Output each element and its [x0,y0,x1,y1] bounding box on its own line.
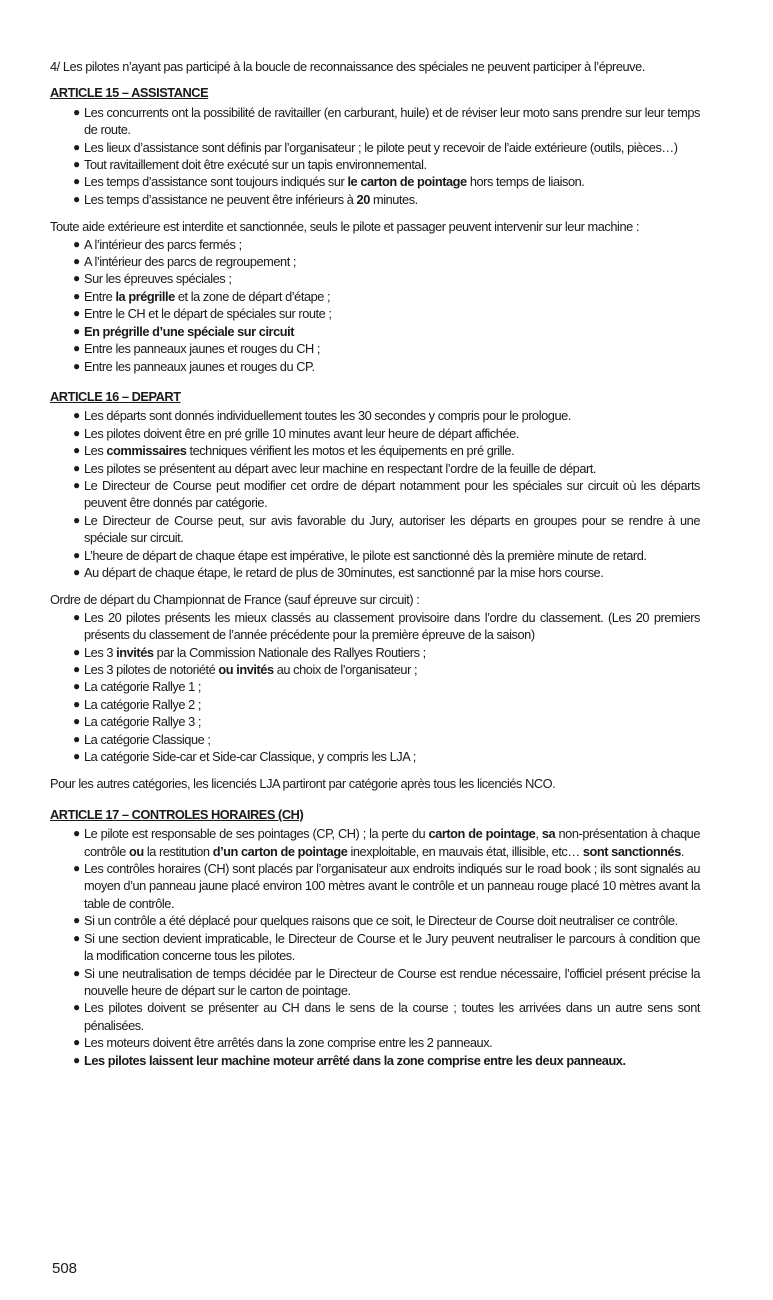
list-item [73,442,700,459]
article-17 [50,806,700,1069]
text-run: Sur les épreuves spéciales ; [84,271,232,287]
list-item [73,477,700,512]
text-run: sa [541,826,556,842]
bullet-icon: ● [73,306,80,321]
intro-paragraph: 4/ Les pilotes n’ayant pas participé à la boucle de reconnaissance des spéciales ne peuvent participer à l’épreuve. [50,59,645,74]
list-item [73,1034,700,1051]
text-run: Les contrôles horaires (CH) sont placés par l’organisateur aux endroits indiqués sur le road book ; ils sont signalés au moyen d’un panneau jaune placé environ 100 mètres avant le contrôle et un panneau rouge placé 10 mètres avant la table de contrôle. [84,861,700,911]
list-item [73,288,700,305]
text-run: d’un carton de pointage [212,843,348,859]
list-item [73,253,700,270]
bullet-icon: ● [73,679,80,694]
article-17-title: ARTICLE 17 – CONTROLES HORAIRES (CH) [50,806,304,822]
text-run: Les pilotes se présentent au départ avec leur machine en respectant l’ordre de la feuille de départ. [84,460,597,476]
bullet-icon: ● [73,271,80,286]
bullet-icon: ● [73,288,80,303]
list-item [73,731,700,748]
list-item [73,358,700,375]
text-run: Les 20 pilotes présents les mieux classés au classement provisoire dans l’ordre du classement. (Les 20 premiers présents du classement de l’année précédente pour la première épreuve de la saison) [84,609,700,643]
document-page [50,58,700,1069]
text-run: le carton de pointage [347,174,467,190]
bullet-icon: ● [73,157,80,172]
bullet-icon: ● [73,930,80,945]
list-item [73,191,700,208]
text-run: inexploitable, en mauvais état, illisible, etc… [347,843,583,859]
bullet-icon: ● [73,1052,80,1067]
bullet-icon: ● [73,749,80,764]
text-run: carton de pointage [428,826,536,842]
article-17-list [50,825,700,1069]
text-run: L’heure de départ de chaque étape est impérative, le pilote est sanctionné dès la première minute de retard. [84,547,647,563]
bullet-icon: ● [73,1035,80,1050]
text-run: La catégorie Rallye 3 ; [84,714,201,730]
list-item [73,825,700,860]
text-run: commissaires [106,443,187,459]
text-run: La catégorie Side-car et Side-car Classique, y compris les LJA ; [84,749,416,765]
bullet-icon: ● [73,460,80,475]
list-item [73,305,700,322]
text-run: hors temps de liaison. [466,174,585,190]
text-run: A l’intérieur des parcs fermés ; [84,236,242,252]
text-run: , [535,826,542,842]
article-15-title: ARTICLE 15 – ASSISTANCE [50,85,209,101]
text-run: Les départs sont donnés individuellement toutes les 30 secondes y compris pour le prologue. [84,408,571,424]
text-run: par la Commission Nationale des Rallyes Routiers ; [153,644,426,660]
text-run: Si une neutralisation de temps décidée par le Directeur de Course est rendue nécessaire, l’officiel présent précise la nouvelle heure de départ sur le carton de pointage. [84,965,700,998]
text-run: Le Directeur de Course peut, sur avis favorable du Jury, autoriser les départs en groupes pour se rendre à une spéciale sur circuit. [84,512,700,546]
article-16-paragraph-2: Pour les autres catégories, les licenciés LJA partiront par catégorie après tous les licenciés NCO. [50,776,556,792]
text-run: Les moteurs doivent être arrêtés dans la zone comprise entre les 2 panneaux. [84,1035,493,1051]
list-item [73,512,700,547]
list-item [73,609,700,644]
list-item [73,661,700,678]
list-item [73,999,700,1034]
list-item [73,1052,700,1069]
text-run: la prégrille [115,288,175,304]
list-item [73,323,700,340]
bullet-icon: ● [73,644,80,659]
text-run: Les temps d’assistance ne peuvent être inférieurs à [84,191,357,207]
article-15-paragraph: Toute aide extérieure est interdite et sanctionnée, seuls le pilote et passager peuvent intervenir sur leur machine : [50,219,639,235]
list-item [73,912,700,929]
list-item [73,425,700,442]
list-item [73,644,700,661]
bullet-icon: ● [73,174,80,189]
list-item [73,173,700,190]
article-16 [50,388,700,793]
text-run: techniques vérifient les motos et les équipements en pré grille. [186,443,515,459]
text-run: La catégorie Rallye 2 ; [84,696,201,712]
article-15 [50,84,700,375]
text-run: Entre le CH et le départ de spéciales sur route ; [84,306,332,322]
bullet-icon: ● [73,408,80,423]
list-item [73,460,700,477]
list-item [73,965,700,1000]
text-run: Les concurrents ont la possibilité de ravitailler (en carburant, huile) et de réviser leur moto sans prendre sur leur temps de route. [84,104,700,138]
text-run: ou [129,843,144,859]
text-run: Entre [84,288,116,304]
bullet-icon: ● [73,965,80,980]
text-run: A l’intérieur des parcs de regroupement ; [84,254,297,270]
article-16-paragraph: Ordre de départ du Championnat de France (sauf épreuve sur circuit) : [50,592,420,608]
bullet-icon: ● [73,477,80,492]
article-16-list [50,407,700,581]
text-run: invités [116,644,154,660]
bullet-icon: ● [73,662,80,676]
bullet-icon: ● [73,826,80,841]
text-run: Les pilotes laissent leur machine moteur arrêté dans la zone comprise entre les deux panneaux. [84,1052,626,1068]
page-number: 508 [52,1260,78,1277]
list-item [73,860,700,912]
text-run: Les pilotes doivent se présenter au CH dans le sens de la course ; toutes les arrivées dans un autre sens sont pénalisées. [84,1000,700,1033]
list-item [73,696,700,713]
bullet-icon: ● [73,564,80,579]
bullet-icon: ● [73,1000,80,1015]
text-run: Les 3 pilotes de notoriété [84,662,219,677]
bullet-icon: ● [73,714,80,729]
list-item [73,930,700,965]
text-run: 20 [356,191,370,207]
bullet-icon: ● [73,547,80,562]
text-run: Les [84,443,107,459]
list-item [73,270,700,287]
article-16-list-2 [50,609,700,766]
list-item [73,156,700,173]
bullet-icon: ● [73,861,80,876]
text-run: Entre les panneaux jaunes et rouges du CP. [84,358,315,374]
list-item [73,547,700,564]
bullet-icon: ● [73,236,80,251]
list-item [73,340,700,357]
text-run: sont sanctionnés [582,843,681,859]
article-15-list [50,104,700,208]
bullet-icon: ● [73,512,80,527]
text-run: minutes. [369,191,418,207]
list-item [73,713,700,730]
text-run: Les pilotes doivent être en pré grille 10 minutes avant leur heure de départ affichée. [84,425,519,441]
text-run: Entre les panneaux jaunes et rouges du CH ; [84,341,321,357]
text-run: Les 3 [84,644,117,660]
text-run: Le pilote est responsable de ses pointages (CP, CH) ; la perte du [84,826,429,842]
text-run: ou invités [218,662,274,677]
list-item [73,407,700,424]
bullet-icon: ● [73,731,80,746]
list-item [73,678,700,695]
text-run: La catégorie Classique ; [84,731,211,747]
text-run: et la zone de départ d’étape ; [174,288,331,304]
text-run: Les lieux d’assistance sont définis par l’organisateur ; le pilote peut y recevoir de l’aide extérieure (outils, pièces…) [84,139,678,155]
list-item [73,748,700,765]
text-run: Tout ravitaillement doit être exécuté sur un tapis environnemental. [84,157,427,173]
bullet-icon: ● [73,323,80,338]
bullet-icon: ● [73,358,80,373]
list-item [73,564,700,581]
bullet-icon: ● [73,139,80,154]
text-run: Le Directeur de Course peut modifier cet ordre de départ notamment pour les spéciales sur circuit où les départs peuvent être donnés par catégorie. [84,477,700,511]
text-run: au choix de l’organisateur ; [273,662,418,677]
list-item [73,139,700,156]
bullet-icon: ● [73,191,80,206]
list-item [73,104,700,139]
bullet-icon: ● [73,254,80,269]
bullet-icon: ● [73,341,80,356]
bullet-icon: ● [73,913,80,928]
article-16-title: ARTICLE 16 – DEPART [50,388,181,404]
text-run: non-présentation à chaque contrôle [84,826,700,859]
bullet-icon: ● [73,425,80,440]
text-run: Si un contrôle a été déplacé pour quelques raisons que ce soit, le Directeur de Course doit neutraliser ce contrôle. [84,913,678,929]
bullet-icon: ● [73,104,80,119]
text-run: Si une section devient impraticable, le Directeur de Course et le Jury peuvent neutraliser le parcours à condition que la modification concerne tous les pilotes. [84,930,700,964]
bullet-icon: ● [73,696,80,711]
bullet-icon: ● [73,609,80,624]
article-15-list-2 [50,236,700,375]
text-run: Au départ de chaque étape, le retard de plus de 30minutes, est sanctionné par la mise hors course. [84,564,604,580]
text-run: la restitution [143,843,213,859]
text-run: La catégorie Rallye 1 ; [84,679,201,695]
list-item [73,236,700,253]
bullet-icon: ● [73,443,80,458]
text-run: Les temps d’assistance sont toujours indiqués sur [84,174,348,190]
text-run: . [680,843,684,859]
text-run: En prégrille d’une spéciale sur circuit [84,323,295,339]
